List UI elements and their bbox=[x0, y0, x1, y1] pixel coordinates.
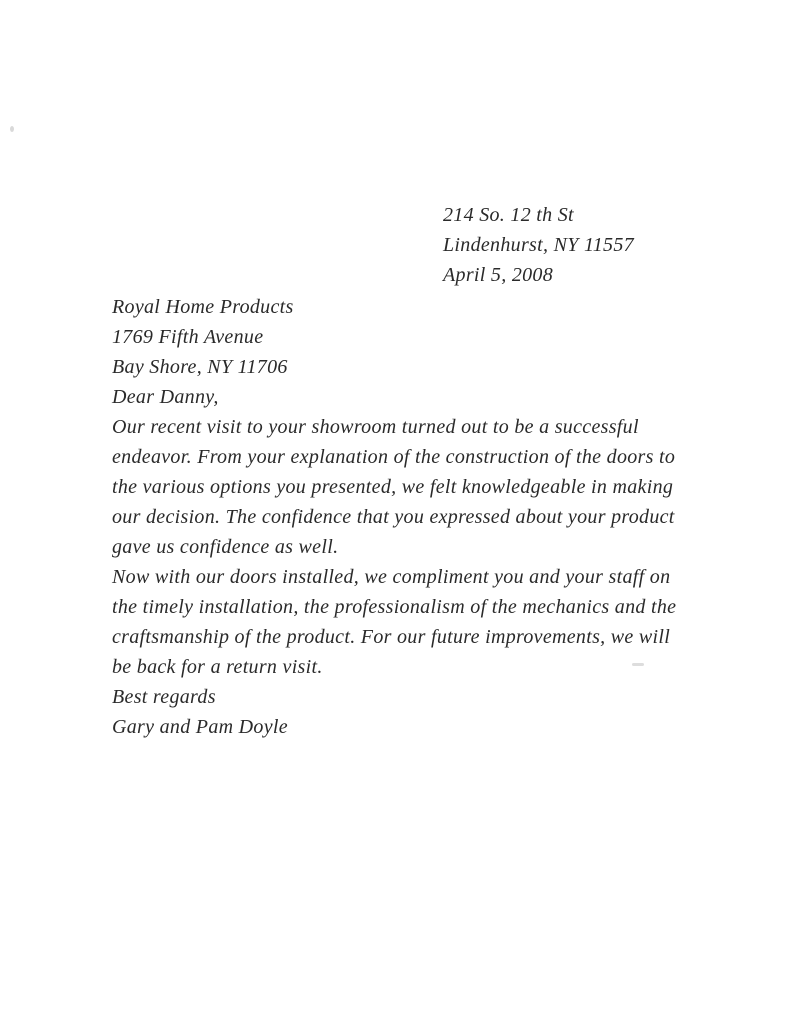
body-paragraph: Now with our doors installed, we compliment you and your staff on the timely installation, the professionalism of the mechanics and the craftsmanship of the product. For our future improvements, we will be back for a return visit. bbox=[112, 566, 677, 678]
scan-artifact-dot bbox=[10, 126, 14, 132]
recipient-name: Royal Home Products bbox=[112, 296, 294, 318]
recipient-street: 1769 Fifth Avenue bbox=[112, 326, 264, 348]
signature: Gary and Pam Doyle bbox=[112, 716, 288, 738]
sender-street: 214 So. 12 th St bbox=[443, 204, 574, 226]
letter-date: April 5, 2008 bbox=[443, 264, 554, 286]
closing: Best regards bbox=[112, 686, 216, 708]
sender-city-state-zip: Lindenhurst, NY 11557 bbox=[443, 234, 634, 256]
sender-address-block bbox=[443, 200, 634, 290]
salutation: Dear Danny, bbox=[112, 386, 219, 408]
recipient-city-state-zip: Bay Shore, NY 11706 bbox=[112, 356, 288, 378]
body-paragraph: Our recent visit to your showroom turned out to be a successful endeavor. From your explanation of the construction of the doors to the various options you presented, we felt knowledgeable in making our decision. The confidence that you expressed about your product gave us confidence as well. bbox=[112, 416, 676, 558]
recipient-address-block bbox=[112, 292, 692, 382]
letter-main-block bbox=[112, 292, 692, 742]
